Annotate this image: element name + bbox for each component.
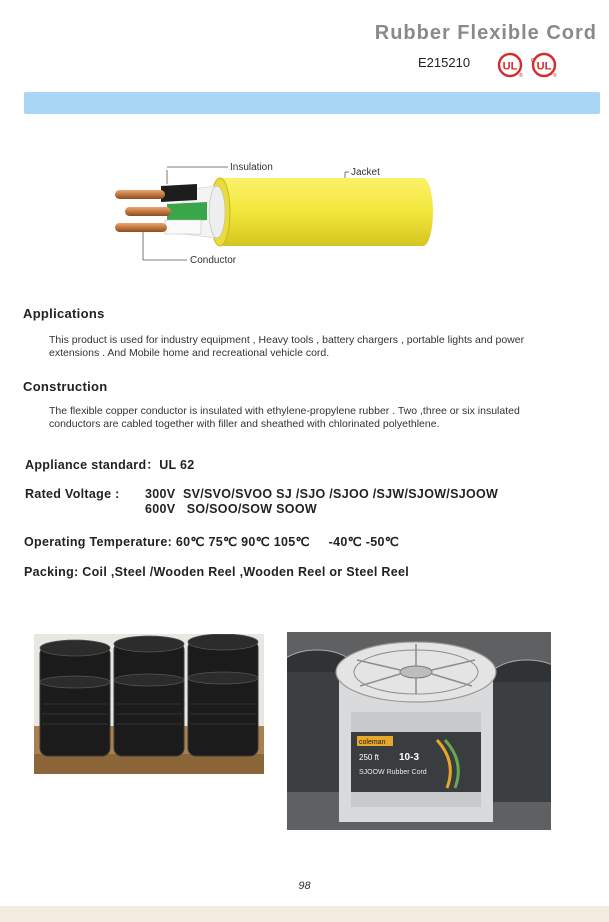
conductor-label: Conductor	[190, 255, 237, 266]
cul-certification-icon	[528, 52, 558, 78]
jacket-label: Jacket	[351, 167, 380, 178]
voltage-300v-types: SV/SVO/SVOO SJ /SJO /SJOO /SJW/SJOW/SJOOW	[182, 487, 499, 501]
applications-heading: Applications	[23, 306, 105, 321]
insulation-label: Insulation	[230, 162, 273, 173]
construction-heading: Construction	[23, 379, 108, 394]
voltage-300v: 300V	[145, 487, 176, 501]
reel-length: 250 ft	[359, 753, 380, 762]
header-band	[24, 92, 600, 114]
operating-temperature-low: -40℃ -50℃	[328, 535, 400, 549]
reel-brand: coleman	[359, 739, 386, 746]
packing	[24, 565, 409, 579]
jacket-sheath	[220, 178, 433, 246]
rated-voltage-label: Rated Voltage :	[25, 487, 120, 501]
copper-conductor-3	[115, 223, 167, 232]
ul-certification-icon	[497, 52, 523, 78]
cable-cross-section-diagram	[105, 150, 445, 270]
packing-label: Packing:	[24, 565, 79, 579]
page-number: 98	[298, 880, 311, 892]
rated-voltage-600v	[145, 502, 317, 516]
page-title: Rubber Flexible Cord	[374, 22, 597, 44]
file-number: E215210	[418, 55, 471, 70]
appliance-standard-label: Appliance standard：	[25, 458, 160, 472]
svg-text:c: c	[531, 57, 535, 64]
operating-temperature-values: 60℃ 75℃ 90℃ 105℃	[175, 535, 310, 549]
black-insulation	[161, 184, 197, 202]
ul-mark-text-1: UL	[502, 60, 518, 73]
appliance-standard-value: UL 62	[159, 458, 195, 472]
construction-text: The flexible copper conductor is insulated with ethylene-propylene rubber . Two ,three or six insulated conductors are cabled together with filler and sheathed with chlorinated polyethlene.	[49, 405, 520, 430]
svg-text:®: ®	[519, 73, 523, 78]
reel-gauge: 10-3	[399, 752, 420, 763]
applications-text: This product is used for industry equipment , Heavy tools , battery chargers , portable lights and power extensions . And Mobile home and recreational vehicle cord.	[49, 334, 525, 359]
footer-band	[0, 906, 609, 922]
appliance-standard	[25, 455, 195, 473]
operating-temperature	[24, 534, 399, 549]
cable-reels-photo	[287, 632, 551, 830]
reel-product: SJOOW Rubber Cord	[359, 769, 427, 776]
green-insulation	[167, 202, 207, 222]
packing-value: Coil ,Steel /Wooden Reel ,Wooden Reel or Steel Reel	[82, 565, 409, 579]
rated-voltage-300v	[145, 487, 498, 501]
cable-coils-photo	[34, 634, 264, 774]
copper-conductor-2	[125, 207, 171, 216]
voltage-600v: 600V	[145, 502, 176, 516]
operating-temperature-label: Operating Temperature:	[24, 535, 173, 549]
svg-text:®: ®	[553, 73, 557, 78]
copper-conductor-1	[115, 190, 165, 199]
ul-mark-text-2: UL	[536, 60, 552, 73]
voltage-600v-types: SO/SOO/SOW SOOW	[186, 502, 317, 516]
white-insulation	[165, 220, 201, 234]
